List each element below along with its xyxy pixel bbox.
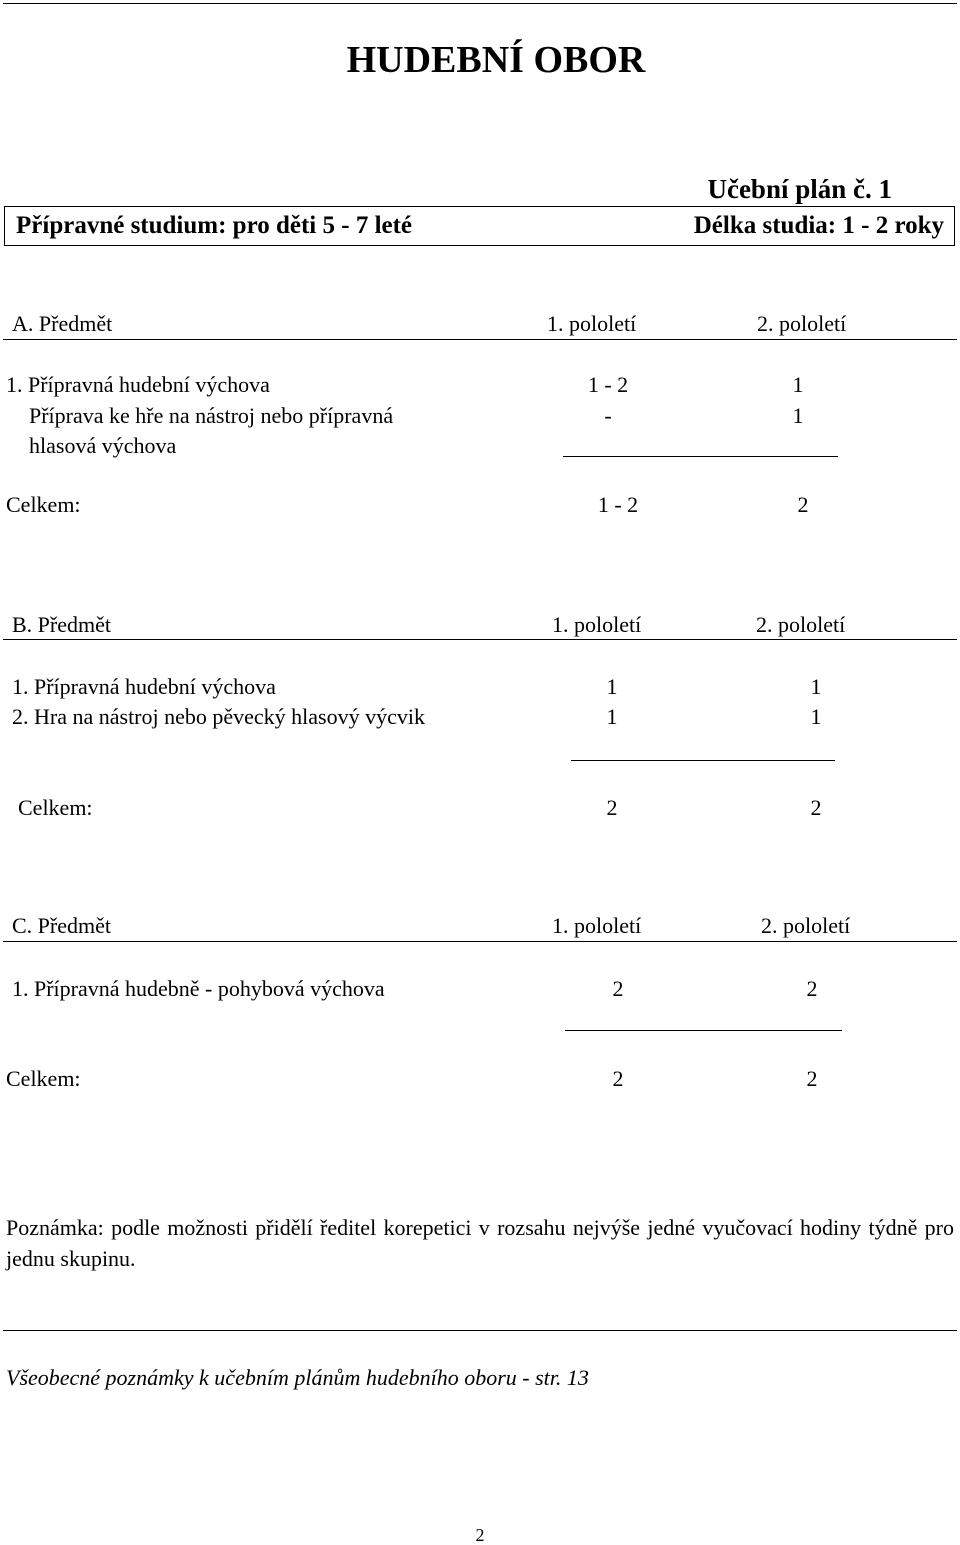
section-a-row-2-subject: Příprava ke hře na nástroj nebo přípravná [29, 403, 394, 428]
section-c-header-rule [3, 941, 957, 942]
section-b-row-2-semester2: 1 [810, 704, 822, 729]
note: Poznámka: podle možnosti přidělí ředitel korepetici v rozsahu nejvýše jedné vyučovací hodiny týdně pro jednu skupinu. [6, 1215, 954, 1271]
section-a-total-label: Celkem: [6, 492, 81, 517]
section-a-row-1-subject: 1. Přípravná hudební výchova [6, 372, 270, 397]
section-b-header-semester1: 1. pololetí [552, 612, 642, 637]
section-c-total-rule [565, 1030, 842, 1031]
section-b-total-semester2: 2 [810, 795, 822, 820]
section-a-row-3-subject: hlasová výchova [29, 433, 177, 458]
section-b-row-1-semester1: 1 [606, 674, 618, 699]
section-c-header-semester1: 1. pololetí [552, 913, 642, 938]
page-title: HUDEBNÍ OBOR [346, 39, 646, 81]
section-a-row-2-semester1: - [604, 403, 612, 428]
section-c-total-label: Celkem: [6, 1066, 81, 1091]
plan-number: Učební plán č. 1 [707, 174, 892, 204]
footer-rule [3, 1330, 957, 1331]
section-b-row-1-subject: 1. Přípravná hudební výchova [12, 674, 276, 699]
plan-duration: Délka studia: 1 - 2 roky [693, 212, 944, 239]
section-b-header-semester2: 2. pololetí [756, 612, 846, 637]
top-rule [3, 3, 957, 4]
plan-program: Přípravné studium: pro děti 5 - 7 leté [16, 212, 413, 239]
section-b-header-subject: B. Předmět [12, 612, 111, 637]
section-b-row-1-semester2: 1 [810, 674, 822, 699]
section-b-row-2-semester1: 1 [606, 704, 618, 729]
section-b-total-label: Celkem: [18, 795, 93, 820]
footer-reference: Všeobecné poznámky k učebním plánům hudebního oboru - str. 13 [6, 1365, 589, 1390]
section-a-row-1-semester2: 1 [792, 372, 804, 397]
section-a-header-subject: A. Předmět [12, 311, 113, 336]
section-a-row-1-semester1: 1 - 2 [587, 372, 629, 397]
section-c-row-1-subject: 1. Přípravná hudebně - pohybová výchova [12, 976, 385, 1001]
section-a-header-semester1: 1. pololetí [547, 311, 637, 336]
section-a-header-semester2: 2. pololetí [757, 311, 847, 336]
section-c-total-semester1: 2 [612, 1066, 624, 1091]
section-c-header-semester2: 2. pololetí [761, 913, 851, 938]
section-c-row-1-semester1: 2 [612, 976, 624, 1001]
section-a-row-2-semester2: 1 [792, 403, 804, 428]
section-b-total-rule [571, 760, 835, 761]
section-a-header-rule [3, 339, 957, 340]
section-b-header-rule [3, 639, 957, 640]
section-c-total-semester2: 2 [806, 1066, 818, 1091]
section-c-row-1-semester2: 2 [806, 976, 818, 1001]
section-c-header-subject: C. Předmět [12, 913, 111, 938]
section-a-total-rule [563, 456, 838, 457]
page-number: 2 [475, 1525, 485, 1545]
section-b-total-semester1: 2 [606, 795, 618, 820]
section-a-total-semester2: 2 [797, 492, 809, 517]
section-b-row-2-subject: 2. Hra na nástroj nebo pěvecký hlasový výcvik [12, 704, 425, 729]
section-a-total-semester1: 1 - 2 [597, 492, 639, 517]
